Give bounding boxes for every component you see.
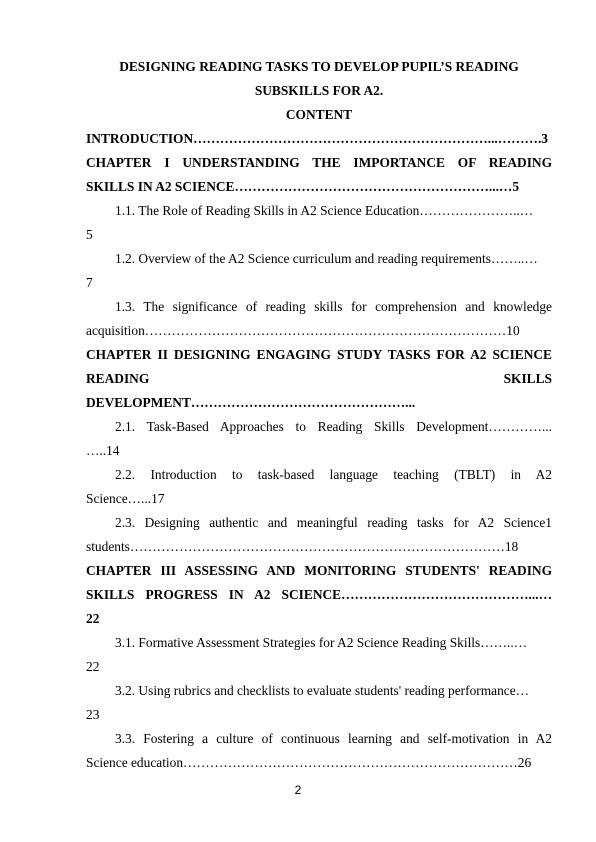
toc-section-1-2: 1.2. Overview of the A2 Science curriculum and reading requirements……..… xyxy=(115,251,538,266)
toc-section-3-1-page: 22 xyxy=(86,659,100,674)
content-heading: CONTENT xyxy=(285,107,353,122)
toc-chapter-2-line-2: READING SKILLS xyxy=(86,371,552,386)
toc-section-2-2-line-2: Science…...17 xyxy=(86,491,165,506)
toc-section-3-3-line-2: Science education…………………………………………………………………26 xyxy=(86,755,532,770)
toc-section-3-2-page: 23 xyxy=(86,707,100,722)
toc-section-3-3: 3.3. Fostering a culture of continuous learning and self-motivation in A2 xyxy=(115,731,552,746)
toc-section-2-2: 2.2. Introduction to task-based language teaching (TBLT) in A2 xyxy=(115,467,552,482)
toc-section-1-3-line-2: acquisition………………………………………………………………………10 xyxy=(86,323,520,338)
toc-chapter-1-line-2: SKILLS IN A2 SCIENCE…………………………………………………...…5 xyxy=(86,179,520,194)
document-title-line-2: SUBSKILLS FOR A2. xyxy=(254,83,384,98)
toc-chapter-3-line-2: SKILLS PROGRESS IN A2 SCIENCE……………………………………...… xyxy=(86,587,552,602)
toc-chapter-3-page: 22 xyxy=(86,611,100,626)
table-of-contents xyxy=(86,55,552,775)
toc-section-3-1: 3.1. Formative Assessment Strategies for A2 Science Reading Skills……..… xyxy=(115,635,528,650)
toc-chapter-1-line-1: CHAPTER I UNDERSTANDING THE IMPORTANCE OF READING xyxy=(86,155,552,170)
toc-chapter-3-line-1: CHAPTER III ASSESSING AND MONITORING STUDENTS' READING xyxy=(86,563,552,578)
toc-introduction: INTRODUCTION…………………………………………………………...……….3 xyxy=(86,131,548,146)
toc-section-1-2-page: 7 xyxy=(86,275,93,290)
toc-chapter-2-line-1: CHAPTER II DESIGNING ENGAGING STUDY TASKS FOR A2 SCIENCE xyxy=(86,347,552,362)
toc-section-2-3-line-2: students…………………………………………………………………………18 xyxy=(86,539,519,554)
toc-section-2-1: 2.1. Task-Based Approaches to Reading Skills Development…………... xyxy=(115,419,552,434)
toc-section-2-3: 2.3. Designing authentic and meaningful reading tasks for A2 Science1 xyxy=(115,515,552,530)
toc-section-1-3: 1.3. The significance of reading skills for comprehension and knowledge xyxy=(115,299,552,314)
toc-section-1-1: 1.1. The Role of Reading Skills in A2 Science Education…………………..… xyxy=(115,203,534,218)
toc-section-3-2: 3.2. Using rubrics and checklists to evaluate students' reading performance… xyxy=(115,683,530,698)
toc-section-2-1-page: …..14 xyxy=(86,443,120,458)
document-title-line-1: DESIGNING READING TASKS TO DEVELOP PUPIL’S READING xyxy=(119,59,519,74)
page-number: 2 xyxy=(294,783,302,797)
toc-chapter-2-line-3: DEVELOPMENT…………………………………………... xyxy=(86,395,416,410)
toc-section-1-1-page: 5 xyxy=(86,227,93,242)
